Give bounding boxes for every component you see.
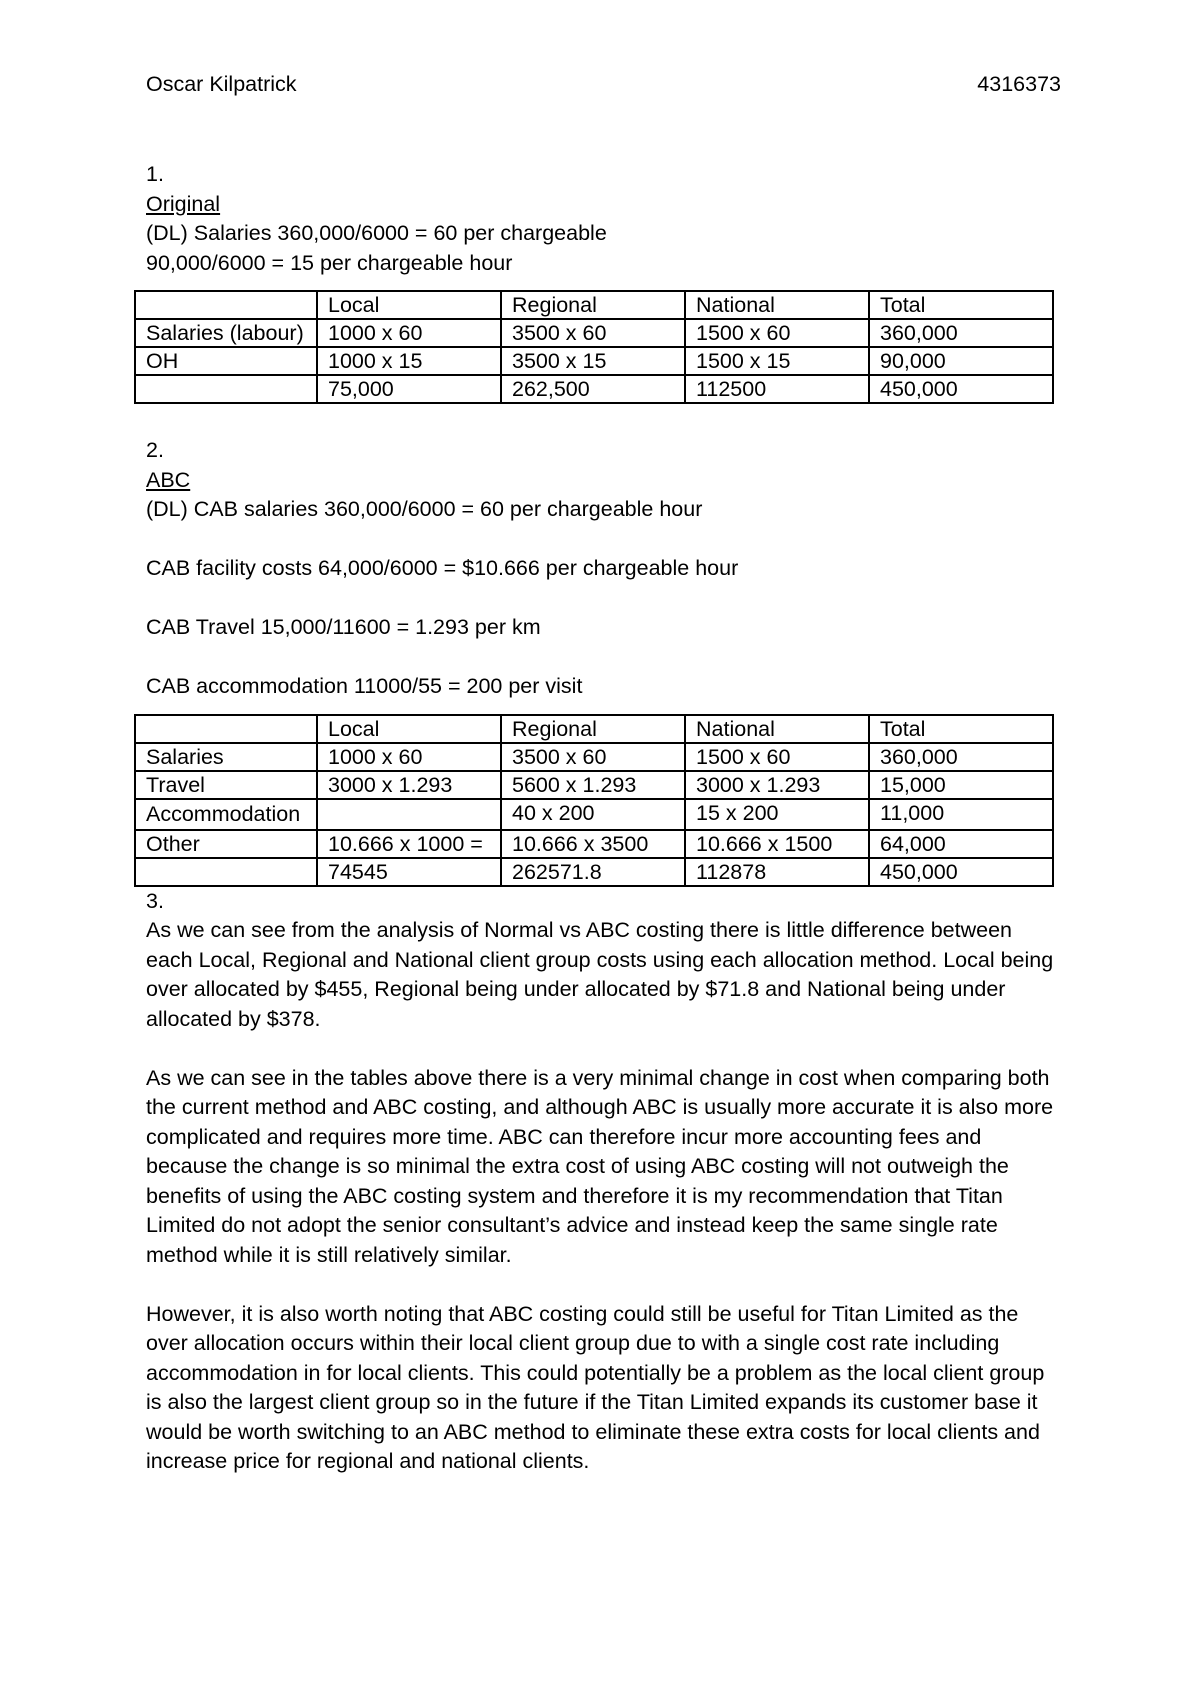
recommendation-paragraph: As we can see in the tables above there is a very minimal change in cost when comparing both the current method and ABC costing, and although ABC is usually more accurate it is also more complicated and requires more time. ABC can therefore incur more accounting fees and because the change is so minimal the extra cost of using ABC costing will not outweigh the benefits of using the ABC costing system and therefore it is my recommendation that Titan Limited do not adopt the senior consultant’s advice and instead keep the same single rate method while it is still relatively similar.: [146, 1065, 1054, 1267]
table-row: [135, 799, 1053, 830]
table-cell: 1500 x 15: [685, 347, 869, 375]
table-row: [135, 771, 1053, 799]
table-total-row: [135, 858, 1053, 886]
section-1-line: (DL) Salaries 360,000/6000 = 60 per chargeable: [146, 221, 607, 245]
table-cell: Regional: [501, 291, 685, 319]
table-cell: Local: [317, 715, 501, 743]
note-paragraph: However, it is also worth noting that ABC costing could still be useful for Titan Limited as the over allocation occurs within their local client group due to with a single cost rate including accommodation in for local clients. This could potentially be a problem as the local client group is also the largest client group so in the future if the Titan Limited expands its customer base it would be worth switching to an ABC method to eliminate these extra costs for local clients and increase price for regional and national clients.: [146, 1301, 1045, 1473]
table-cell: [135, 715, 317, 743]
table-cell: 11,000: [869, 799, 1053, 830]
table-cell: 3000 x 1.293: [685, 771, 869, 799]
table-cell: 112878: [685, 858, 869, 886]
table-cell: [317, 799, 501, 830]
table-cell: 90,000: [869, 347, 1053, 375]
table-cell: 10.666 x 3500: [501, 830, 685, 858]
table-total-row: [135, 375, 1053, 403]
conclusion-paragraph: As we can see from the analysis of Normal vs ABC costing there is little difference between each Local, Regional and National client group costs using each allocation method. Local being over allocated by $455, Regional being under allocated by $71.8 and National being under allocated by $378.: [146, 918, 1054, 1031]
table-cell: Accommodation: [135, 799, 317, 830]
table-cell: 360,000: [869, 319, 1053, 347]
table-cell: 3000 x 1.293: [317, 771, 501, 799]
table-cell: 3500 x 15: [501, 347, 685, 375]
section-2-line: (DL) CAB salaries 360,000/6000 = 60 per chargeable hour: [146, 497, 703, 521]
section-2-number: 2.: [146, 438, 164, 462]
section-2-line: CAB Travel 15,000/11600 = 1.293 per km: [146, 615, 541, 639]
table-cell: 10.666 x 1500: [685, 830, 869, 858]
section-2-heading: ABC: [146, 467, 191, 492]
table-cell: 40 x 200: [501, 799, 685, 830]
table-cell: 1000 x 15: [317, 347, 501, 375]
table-cell: 1000 x 60: [317, 743, 501, 771]
table-cell: 5600 x 1.293: [501, 771, 685, 799]
table-cell: 15,000: [869, 771, 1053, 799]
table-cell: [135, 858, 317, 886]
table-cell: 64,000: [869, 830, 1053, 858]
table-header-row: [135, 291, 1053, 319]
table-cell: Total: [869, 715, 1053, 743]
table-header-row: [135, 715, 1053, 743]
table-row: [135, 830, 1053, 858]
original-costing-table: [134, 290, 1054, 404]
table-cell: 262,500: [501, 375, 685, 403]
student-id: 4316373: [977, 72, 1061, 96]
table-cell: Salaries: [135, 743, 317, 771]
table-cell: Local: [317, 291, 501, 319]
table-cell: [135, 375, 317, 403]
section-1-line: 90,000/6000 = 15 per chargeable hour: [146, 250, 513, 275]
table-cell: 360,000: [869, 743, 1053, 771]
table-cell: 15 x 200: [685, 799, 869, 830]
table-cell: 75,000: [317, 375, 501, 403]
table-cell: 1500 x 60: [685, 319, 869, 347]
table-cell: Other: [135, 830, 317, 858]
document-page: [146, 70, 1061, 1477]
table-cell: 450,000: [869, 375, 1053, 403]
table-row: [135, 319, 1053, 347]
page-header: [146, 70, 1061, 100]
table-cell: 112500: [685, 375, 869, 403]
table-cell: 3500 x 60: [501, 743, 685, 771]
table-cell: 1000 x 60: [317, 319, 501, 347]
table-cell: 1500 x 60: [685, 743, 869, 771]
table-cell: 10.666 x 1000 =: [317, 830, 501, 858]
table-cell: Total: [869, 291, 1053, 319]
abc-costing-table: [134, 714, 1054, 887]
table-cell: 3500 x 60: [501, 319, 685, 347]
table-row: [135, 743, 1053, 771]
section-1-number: 1.: [146, 162, 164, 186]
table-cell: 74545: [317, 858, 501, 886]
section-2-line: CAB accommodation 11000/55 = 200 per visit: [146, 674, 583, 698]
table-cell: Salaries (labour): [135, 319, 317, 347]
section-2-line: CAB facility costs 64,000/6000 = $10.666 per chargeable hour: [146, 556, 739, 580]
table-cell: Regional: [501, 715, 685, 743]
author-name: Oscar Kilpatrick: [146, 72, 297, 96]
table-cell: 262571.8: [501, 858, 685, 886]
section-1-heading: Original: [146, 191, 221, 216]
table-cell: 450,000: [869, 858, 1053, 886]
table-cell: Travel: [135, 771, 317, 799]
table-cell: [135, 291, 317, 319]
table-cell: OH: [135, 347, 317, 375]
table-cell: National: [685, 715, 869, 743]
table-row: [135, 347, 1053, 375]
table-cell: National: [685, 291, 869, 319]
section-3-number: 3.: [146, 888, 164, 913]
